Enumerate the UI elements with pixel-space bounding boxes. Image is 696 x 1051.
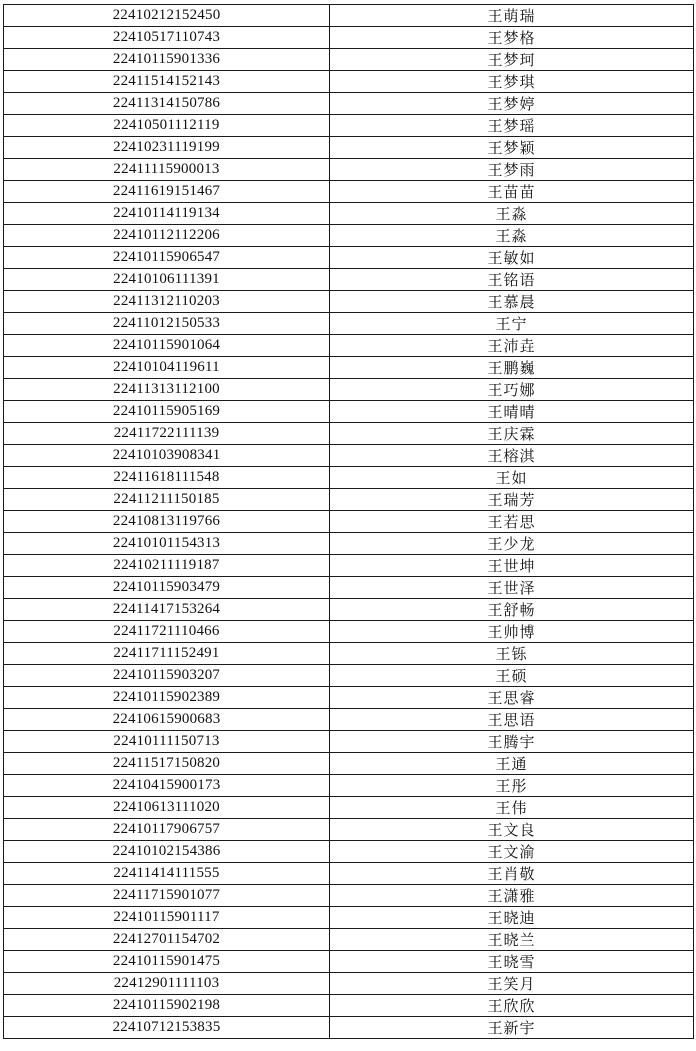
table-row [4, 709, 694, 731]
student-id-cell: 22411722111139 [4, 423, 330, 445]
student-name-cell: 王铭语 [330, 269, 694, 291]
student-id-cell: 22411115900013 [4, 159, 330, 181]
table-row [4, 599, 694, 621]
table-row [4, 511, 694, 533]
student-name-cell: 王通 [330, 753, 694, 775]
student-name-cell: 王舒畅 [330, 599, 694, 621]
student-name-cell: 王梦琪 [330, 71, 694, 93]
table-row [4, 225, 694, 247]
student-name-cell: 王铄 [330, 643, 694, 665]
student-roster-table [3, 4, 694, 1039]
student-id-cell: 22411711152491 [4, 643, 330, 665]
student-id-cell: 22410115906547 [4, 247, 330, 269]
student-id-cell: 22410615900683 [4, 709, 330, 731]
table-row [4, 247, 694, 269]
student-name-cell: 王瑞芳 [330, 489, 694, 511]
student-id-cell: 22411414111555 [4, 863, 330, 885]
student-id-cell: 22410103908341 [4, 445, 330, 467]
student-id-cell: 22410115903479 [4, 577, 330, 599]
student-name-cell: 王文良 [330, 819, 694, 841]
student-name-cell: 王世泽 [330, 577, 694, 599]
table-row [4, 423, 694, 445]
student-name-cell: 王肖敬 [330, 863, 694, 885]
student-id-cell: 22410112112206 [4, 225, 330, 247]
student-id-cell: 22410115901336 [4, 49, 330, 71]
student-id-cell: 22410613111020 [4, 797, 330, 819]
table-row [4, 1017, 694, 1039]
table-row [4, 291, 694, 313]
student-name-cell: 王腾宇 [330, 731, 694, 753]
student-name-cell: 王庆霖 [330, 423, 694, 445]
student-name-cell: 王梦格 [330, 27, 694, 49]
student-id-cell: 22410813119766 [4, 511, 330, 533]
student-id-cell: 22410415900173 [4, 775, 330, 797]
student-id-cell: 22411619151467 [4, 181, 330, 203]
student-name-cell: 王梦瑶 [330, 115, 694, 137]
table-row [4, 775, 694, 797]
student-name-cell: 王敏如 [330, 247, 694, 269]
student-id-cell: 22410117906757 [4, 819, 330, 841]
table-row [4, 841, 694, 863]
student-id-cell: 22411417153264 [4, 599, 330, 621]
table-row [4, 863, 694, 885]
student-id-cell: 22412701154702 [4, 929, 330, 951]
table-row [4, 819, 694, 841]
table-row [4, 621, 694, 643]
table-row [4, 93, 694, 115]
student-name-cell: 王世坤 [330, 555, 694, 577]
student-name-cell: 王沛垚 [330, 335, 694, 357]
student-name-cell: 王硕 [330, 665, 694, 687]
table-row [4, 5, 694, 27]
student-name-cell: 王萌瑞 [330, 5, 694, 27]
student-id-cell: 22410231119199 [4, 137, 330, 159]
table-row [4, 445, 694, 467]
student-name-cell: 王彤 [330, 775, 694, 797]
student-name-cell: 王鹏巍 [330, 357, 694, 379]
table-row [4, 49, 694, 71]
student-id-cell: 22411211150185 [4, 489, 330, 511]
student-id-cell: 22411314150786 [4, 93, 330, 115]
student-id-cell: 22411715901077 [4, 885, 330, 907]
student-id-cell: 22410101154313 [4, 533, 330, 555]
table-row [4, 467, 694, 489]
table-row [4, 731, 694, 753]
roster-body [4, 5, 694, 1039]
student-name-cell: 王慕晨 [330, 291, 694, 313]
student-id-cell: 22411312110203 [4, 291, 330, 313]
student-name-cell: 王文渝 [330, 841, 694, 863]
student-name-cell: 王晓兰 [330, 929, 694, 951]
student-id-cell: 22411517150820 [4, 753, 330, 775]
table-row [4, 885, 694, 907]
student-name-cell: 王少龙 [330, 533, 694, 555]
student-id-cell: 22410111150713 [4, 731, 330, 753]
student-name-cell: 王淼 [330, 203, 694, 225]
table-row [4, 555, 694, 577]
table-row [4, 797, 694, 819]
student-name-cell: 王梦婷 [330, 93, 694, 115]
student-id-cell: 22410712153835 [4, 1017, 330, 1039]
student-id-cell: 22410115902198 [4, 995, 330, 1017]
student-name-cell: 王梦颖 [330, 137, 694, 159]
table-row [4, 137, 694, 159]
student-name-cell: 王伟 [330, 797, 694, 819]
student-name-cell: 王苗苗 [330, 181, 694, 203]
student-id-cell: 22410115901475 [4, 951, 330, 973]
student-id-cell: 22410115902389 [4, 687, 330, 709]
table-row [4, 159, 694, 181]
table-row [4, 753, 694, 775]
table-row [4, 533, 694, 555]
student-id-cell: 22410115901117 [4, 907, 330, 929]
table-row [4, 379, 694, 401]
student-name-cell: 王如 [330, 467, 694, 489]
student-id-cell: 22411721110466 [4, 621, 330, 643]
student-id-cell: 22410212152450 [4, 5, 330, 27]
table-row [4, 951, 694, 973]
table-row [4, 357, 694, 379]
student-id-cell: 22410114119134 [4, 203, 330, 225]
student-name-cell: 王若思 [330, 511, 694, 533]
student-id-cell: 22411012150533 [4, 313, 330, 335]
student-id-cell: 22410115901064 [4, 335, 330, 357]
table-row [4, 489, 694, 511]
table-row [4, 269, 694, 291]
student-name-cell: 王梦珂 [330, 49, 694, 71]
student-name-cell: 王笑月 [330, 973, 694, 995]
student-id-cell: 22411618111548 [4, 467, 330, 489]
table-row [4, 907, 694, 929]
student-id-cell: 22410501112119 [4, 115, 330, 137]
table-row [4, 687, 694, 709]
table-row [4, 115, 694, 137]
student-name-cell: 王宁 [330, 313, 694, 335]
student-id-cell: 22410115903207 [4, 665, 330, 687]
table-row [4, 181, 694, 203]
table-row [4, 401, 694, 423]
student-id-cell: 22410102154386 [4, 841, 330, 863]
table-row [4, 71, 694, 93]
student-id-cell: 22410517110743 [4, 27, 330, 49]
table-row [4, 335, 694, 357]
student-id-cell: 22410104119611 [4, 357, 330, 379]
table-row [4, 995, 694, 1017]
student-id-cell: 22412901111103 [4, 973, 330, 995]
table-row [4, 973, 694, 995]
student-name-cell: 王思语 [330, 709, 694, 731]
student-name-cell: 王榕淇 [330, 445, 694, 467]
student-id-cell: 22410211119187 [4, 555, 330, 577]
table-row [4, 643, 694, 665]
student-name-cell: 王淼 [330, 225, 694, 247]
student-id-cell: 22411313112100 [4, 379, 330, 401]
student-name-cell: 王梦雨 [330, 159, 694, 181]
table-row [4, 577, 694, 599]
student-name-cell: 王帅博 [330, 621, 694, 643]
student-id-cell: 22410106111391 [4, 269, 330, 291]
table-row [4, 929, 694, 951]
student-id-cell: 22410115905169 [4, 401, 330, 423]
student-name-cell: 王潇雅 [330, 885, 694, 907]
student-name-cell: 王巧娜 [330, 379, 694, 401]
table-row [4, 313, 694, 335]
student-name-cell: 王新宇 [330, 1017, 694, 1039]
table-row [4, 203, 694, 225]
student-name-cell: 王晓迪 [330, 907, 694, 929]
student-name-cell: 王晓雪 [330, 951, 694, 973]
student-name-cell: 王思睿 [330, 687, 694, 709]
table-row [4, 27, 694, 49]
student-id-cell: 22411514152143 [4, 71, 330, 93]
table-row [4, 665, 694, 687]
student-name-cell: 王欣欣 [330, 995, 694, 1017]
student-name-cell: 王晴晴 [330, 401, 694, 423]
